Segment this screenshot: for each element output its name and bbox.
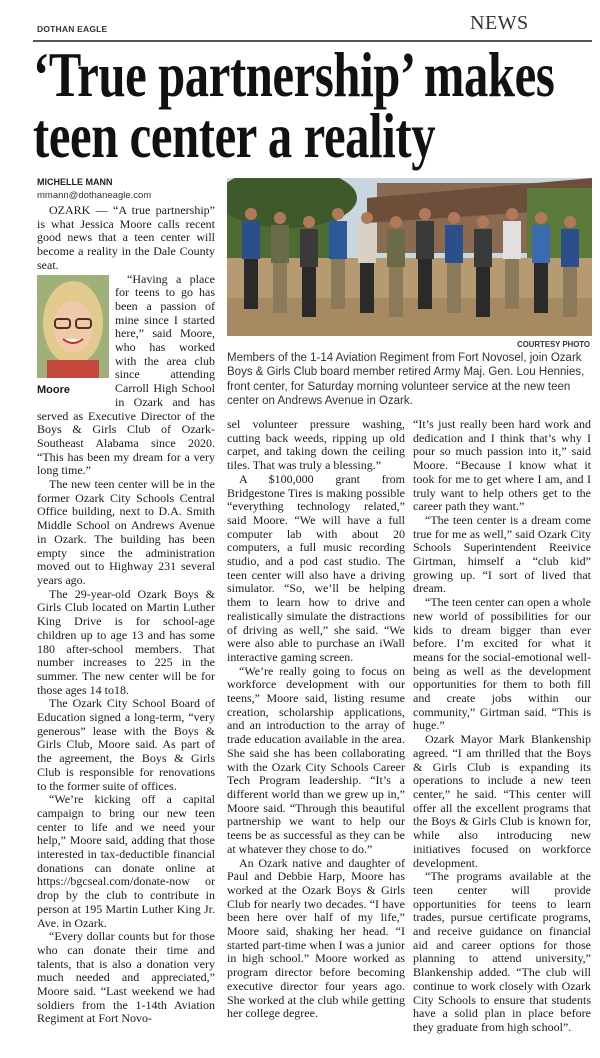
mugshot-figure [37, 275, 109, 398]
paragraph: “Every dollar counts but for those who can donate their time and talents, that is also a donation very much needed and appreciated,” Moore said. “Last weekend we had soldiers from the 1-14th Aviation Regiment at Fort Novo- [37, 929, 215, 1026]
group-photo [227, 178, 592, 336]
paragraph: “We’re kicking off a capital campaign to bring our new teen center to life and we need your help,” Moore said, adding that those interested in tax-deductible financial donations can donate online at https://bgcseal.com/donate-now or drop by the club to contribute in person at 195 Martin Luther King Jr. Ave. in Ozark. [37, 792, 215, 930]
person-head [448, 212, 460, 224]
person-head [303, 216, 315, 228]
person-body [329, 221, 347, 259]
person-body [271, 225, 289, 263]
byline-email: mmann@dothaneagle.com [37, 190, 152, 201]
person-head [274, 212, 286, 224]
person-body [532, 225, 550, 263]
person-body [358, 225, 376, 263]
person-legs [302, 267, 316, 317]
person-legs [447, 263, 461, 313]
person-body [300, 229, 318, 267]
person-head [332, 208, 344, 220]
person-legs [505, 259, 519, 309]
person-body [387, 229, 405, 267]
person-body [242, 221, 260, 259]
mugshot-label: Moore [37, 383, 70, 396]
paragraph: “The teen center can open a whole new world of possibilities for our kids to dream bigger than ever before. I’m excited for what it means for the social-emotional well-being as well as the development opportunities for them to both fill and create jobs within our community,” Girtman said. “This is huge.” [413, 595, 591, 733]
person-legs [534, 263, 548, 313]
person-head [477, 216, 489, 228]
moore-portrait [37, 275, 109, 378]
paragraph: The new teen center will be in the former Ozark City Schools Central Office building, next to D.A. Smith Middle School on Andrews Avenue in Ozark. The building has been empty since the administration moved out to Highway 231 several years ago. [37, 477, 215, 587]
article-column-3 [413, 418, 591, 1035]
person-head [564, 216, 576, 228]
person-body [416, 221, 434, 259]
paragraph: The Ozark City School Board of Education signed a long-term, “very generous” lease with the Boys & Girls Club, Moore said. As part of the agreement, the Boys & Girls Club is responsible for renovations to the former suite of offices. [37, 696, 215, 793]
paragraph: OZARK — “A true partnership” is what Jessica Moore calls recent good news that a teen center will become a reality in the Dale County seat. [37, 203, 215, 272]
person-head [535, 212, 547, 224]
paragraph: “It’s just really been hard work and dedication and I think that’s why I pour so much passion into it,” said Moore. “Because I know what it took for me to get where I am, and I truly want to help others get to the career path they want.” [413, 417, 591, 514]
paragraph: “The programs available at the teen center will provide opportunities for teens to learn trades, pursue certificate programs, and receive guidance on financial aid and career options for those planning to attend university,” Blankenship added. “The club will continue to work closely with Ozark City Schools to ensure that students have a solid plan in place before they graduate from high school”. [413, 869, 591, 1034]
person-legs [273, 263, 287, 313]
person-body [445, 225, 463, 263]
paragraph: “The teen center is a dream come true for me as well,” said Ozark City Schools Superintendent Reeivice Girtman, himself a “club kid” growing up. “I sort of lived that dream. [413, 512, 591, 596]
article-column-1 [37, 204, 215, 1026]
paragraph: sel volunteer pressure washing, cutting back weeds, ripping up old carpet, and taking down the ceiling tiles. That was truly a blessing.” [227, 417, 405, 473]
person-head [506, 208, 518, 220]
paragraph: “We’re really going to focus on workforce development with our teens,” Moore said, listing resume creation, scholarship applications, and an introduction to the array of trade education available in the area. She said she has been collaborating with the Ozark City Schools Career Tech Program leadership. “It’s a different world than we grew up in,” Moore said. “Through this beautiful partnership we want to help our teens be as successful as they can be at whatever they chose to do.” [227, 663, 405, 856]
headline [33, 39, 580, 171]
person-legs [331, 259, 345, 309]
person-legs [360, 263, 374, 313]
headline-line-2: teen center a reality [33, 100, 436, 171]
person-head [419, 208, 431, 220]
person-legs [563, 267, 577, 317]
paragraph: “Having a place for teens to go has been a passion of mine since I started here,” said Moore, who has worked with the area club since attending Carroll High School in Ozark and has served as Executive Director of the Boys & Girls Club of Ozark-Southeast Alabama since 2020. “This has been my dream for a very long time.” [37, 271, 215, 478]
paragraph: Ozark Mayor Mark Blankenship agreed. “I am thrilled that the Boys & Girls Club is expanding its operations to include a new teen center,” he said. “This center will offer all the excellent programs that the Boys & Girls Club is known for, while also introducing new initiatives focused on workforce development. [413, 732, 591, 870]
headline-line-1: ‘True partnership’ makes [33, 39, 555, 110]
article-column-2 [227, 418, 405, 1021]
byline-author: MICHELLE MANN [37, 177, 113, 187]
person-legs [389, 267, 403, 317]
person-head [361, 212, 373, 224]
person-head [245, 208, 257, 220]
person-legs [418, 259, 432, 309]
person-body [561, 229, 579, 267]
paragraph: An Ozark native and daughter of Paul and Debbie Harp, Moore has worked at the Ozark Boys & Girls Club for nearly two decades. “I have been here over half of my life,” Moore said, shaking her head. “I started part-time when I was a junior in high school.” Moore worked as program director before becoming executive director four years ago. She worked at the club while getting her college degree. [227, 855, 405, 1021]
person-body [474, 229, 492, 267]
person-legs [244, 259, 258, 309]
photo-caption: Members of the 1-14 Aviation Regiment from Fort Novosel, join Ozark Boys & Girls Club board member retired Army Maj. Gen. Lou Hennies, front center, for Saturday morning volunteer service at the new teen center on Andrews Avenue in Ozark. [227, 352, 585, 407]
newspaper-name: DOTHAN EAGLE [37, 24, 108, 34]
photo-credit: COURTESY PHOTO [517, 340, 590, 349]
section-label: NEWS [470, 12, 529, 34]
person-legs [476, 267, 490, 317]
person-head [390, 216, 402, 228]
person-body [503, 221, 521, 259]
paragraph: A $100,000 grant from Bridgestone Tires is making possible “everything technology related,” said Moore. “We will have a full computer lab with about 20 computers, a full music recording studio, and a pod cast studio. The teen center will also have a driving simulator. “So, we’ll be helping them to learn how to drive and realistically simulate the distractions of driving as well,” she said. “We were also able to purchase an iWall interactive gaming screen. [227, 471, 405, 664]
paragraph: The 29-year-old Ozark Boys & Girls Club located on Martin Luther King Drive is for school-age children up to age 13 and has some 180 after-school members. That number increases to 225 in the summer. The new center will be for those ages 14 to18. [37, 586, 215, 697]
